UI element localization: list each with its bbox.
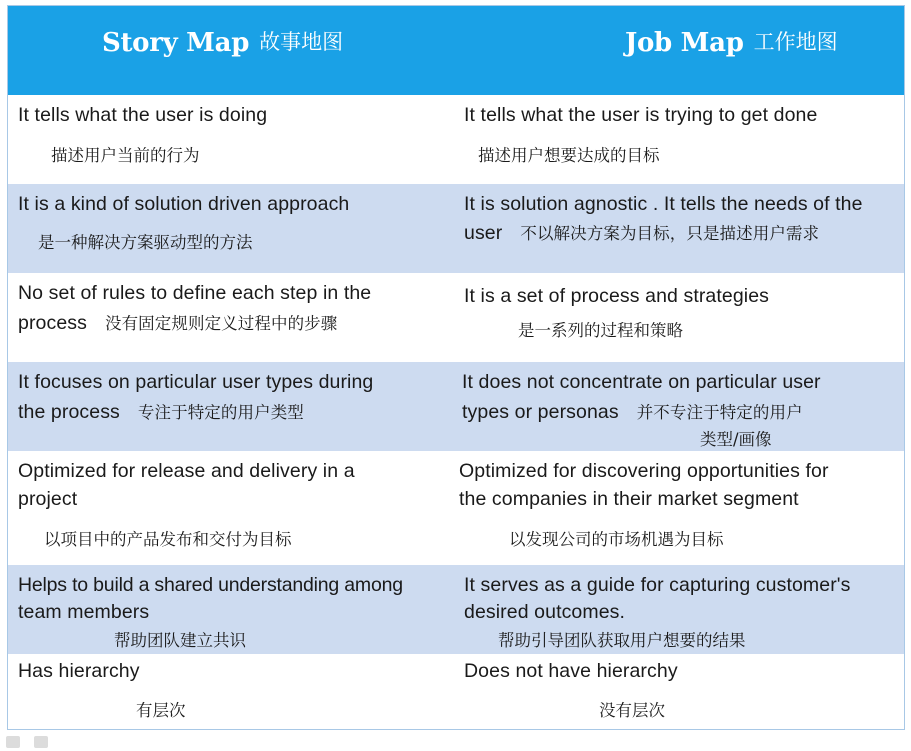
cell-text-zh: 帮助团队建立共识: [114, 631, 246, 650]
cell-text-zh: 不以解决方案为目标，只是描述用户需求: [520, 224, 820, 243]
comparison-table: [7, 5, 905, 730]
cell-text-zh: 没有固定规则定义过程中的步骤: [104, 314, 338, 333]
cell-text-en-cont: [18, 310, 337, 335]
cell-text-en-word: process: [18, 312, 87, 334]
table-row: [8, 273, 904, 362]
cell-text-en: Optimized for discovering opportunities for: [459, 460, 829, 482]
cell-text-en: It is a set of process and strategies: [464, 285, 770, 307]
story-map-cell: [8, 362, 448, 451]
cell-text-en: It serves as a guide for capturing customer's: [464, 574, 851, 596]
table-row: [8, 184, 904, 273]
cell-text-en: the companies in their market segment: [459, 488, 799, 510]
job-map-cell: [456, 654, 904, 729]
table-row: [8, 362, 904, 451]
header-story-map-zh: 故事地图: [259, 30, 344, 54]
table-row: [8, 565, 904, 654]
cell-text-zh: 是一系列的过程和策略: [518, 321, 683, 340]
cell-text-en-cont: [464, 220, 819, 245]
cell-text-zh: 专注于特定的用户类型: [137, 403, 304, 422]
table-row: [8, 95, 904, 184]
cell-text-en: It does not concentrate on particular user: [462, 371, 821, 393]
header-job-map-zh: 工作地图: [753, 30, 838, 54]
cell-text-zh: 没有层次: [599, 701, 665, 720]
cell-text-zh: 以项目中的产品发布和交付为目标: [44, 530, 292, 549]
cell-text-en: It is solution agnostic . It tells the needs of the: [464, 193, 863, 215]
cell-text-en-word: types or personas: [462, 401, 619, 423]
cell-text-en: It tells what the user is doing: [18, 104, 268, 126]
job-map-cell: [456, 565, 904, 654]
story-map-cell: [8, 95, 448, 184]
header-job-map-en: Job Map: [625, 28, 744, 58]
cell-text-en-cont: [18, 399, 304, 424]
header-story-map: [102, 26, 343, 58]
job-map-cell: [456, 184, 904, 273]
cell-text-en-cont: [462, 399, 803, 424]
job-map-cell: [456, 95, 904, 184]
cell-text-en: Helps to build a shared understanding among: [18, 574, 403, 596]
cell-text-zh: 是一种解决方案驱动型的方法: [38, 233, 253, 252]
cell-text-zh: 描述用户想要达成的目标: [478, 146, 660, 165]
story-map-cell: [8, 565, 448, 654]
cell-text-zh-cont: 类型/画像: [700, 430, 772, 449]
story-map-cell: [8, 273, 448, 362]
job-map-cell: [456, 362, 904, 451]
job-map-cell: [456, 451, 904, 565]
cell-text-zh: 帮助引导团队获取用户想要的结果: [498, 631, 746, 650]
cell-text-en: desired outcomes.: [464, 601, 626, 623]
job-map-cell: [456, 273, 904, 362]
story-map-cell: [8, 184, 448, 273]
story-map-cell: [8, 654, 448, 729]
table-row: [8, 451, 904, 565]
cell-text-en-word: user: [464, 222, 503, 244]
header-job-map: [625, 26, 838, 58]
cell-text-zh: 描述用户当前的行为: [51, 146, 200, 165]
cell-text-en: Does not have hierarchy: [464, 660, 678, 682]
cell-text-en: Has hierarchy: [18, 660, 140, 682]
cell-text-zh: 并不专注于特定的用户: [636, 403, 803, 422]
table-row: [8, 654, 904, 729]
cell-text-en: Optimized for release and delivery in a: [18, 460, 355, 482]
watermark-icon: [34, 736, 48, 748]
cell-text-en: It tells what the user is trying to get done: [464, 104, 818, 126]
header-story-map-en: Story Map: [102, 28, 250, 58]
cell-text-zh: 有层次: [136, 701, 186, 720]
cell-text-en: No set of rules to define each step in the: [18, 282, 372, 304]
table-header: [8, 6, 904, 95]
footer-watermark: [6, 733, 62, 747]
story-map-cell: [8, 451, 448, 565]
cell-text-zh: 以发现公司的市场机遇为目标: [509, 530, 724, 549]
watermark-icon: [6, 736, 20, 748]
cell-text-en: It focuses on particular user types during: [18, 371, 374, 393]
cell-text-en: project: [18, 488, 78, 510]
cell-text-en: It is a kind of solution driven approach: [18, 193, 350, 215]
cell-text-en-word: the process: [18, 401, 120, 423]
cell-text-en: team members: [18, 601, 150, 623]
